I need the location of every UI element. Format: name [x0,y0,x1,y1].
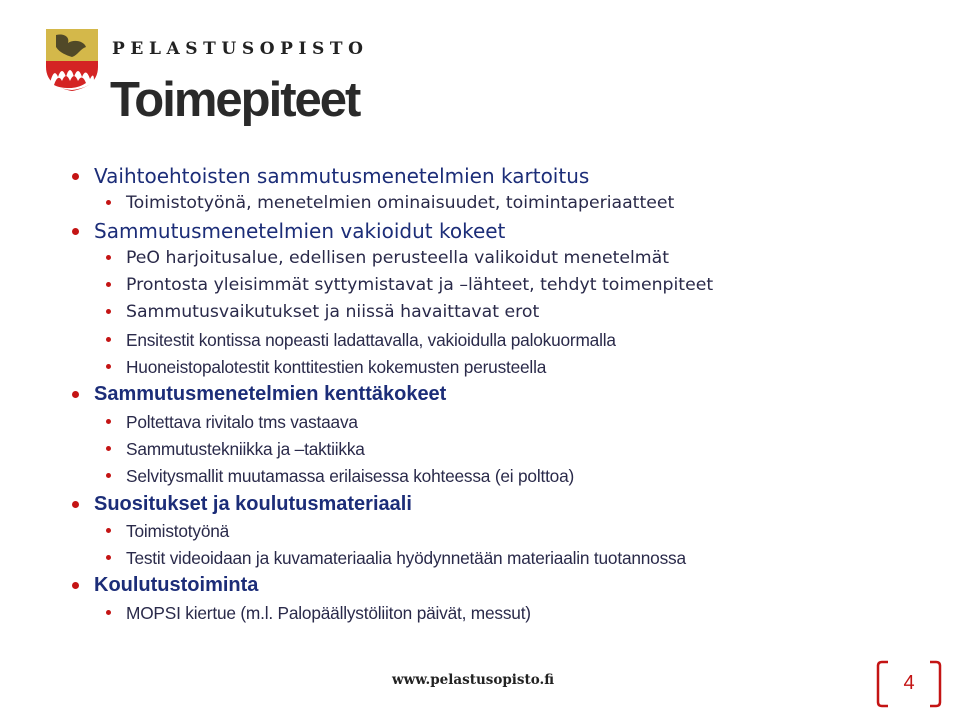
bullet-item-level2: Poltettava rivitalo tms vastaava [70,409,950,436]
bullet-item-level2: Prontosta yleisimmät syttymistavat ja –lähteet, tehdyt toimenpiteet [70,272,950,299]
page-number: 4 [903,672,915,694]
bullet-item-level2: Huoneistopalotestit konttitestien kokemusten perusteella [70,354,950,381]
bullet-item-level2: Sammutusvaikutukset ja niissä havaittavat erot [70,299,950,326]
bullet-list [70,163,950,627]
bullet-item-level2: MOPSI kiertue (m.l. Palopäällystöliiton päivät, messut) [70,600,950,627]
page-number-badge [876,660,942,708]
bullet-item-level1: Sammutusmenetelmien vakioidut kokeet [70,218,950,245]
slide-title: Toimepiteet [110,73,360,127]
bullet-item-level2: PeO harjoitusalue, edellisen perusteella valikoidut menetelmät [70,245,950,272]
bullet-item-level2: Toimistotyönä, menetelmien ominaisuudet, toimintaperiaatteet [70,190,950,217]
bullet-item-level2: Testit videoidaan ja kuvamateriaalia hyödynnetään materiaalin tuotannossa [70,545,950,572]
bullet-item-level2: Ensitestit kontissa nopeasti ladattavalla, vakioidulla palokuormalla [70,327,950,354]
bullet-item-level1: Vaihtoehtoisten sammutusmenetelmien kartoitus [70,163,950,190]
bullet-item-level1: Suositukset ja koulutusmateriaali [70,491,950,518]
pelastusopisto-logo-icon [44,27,100,93]
website-link[interactable]: www.pelastusopisto.fi [392,672,555,688]
bullet-item-level2: Toimistotyönä [70,518,950,545]
bullet-item-level1: Sammutusmenetelmien kenttäkokeet [70,381,950,408]
bullet-item-level2: Selvitysmallit muutamassa erilaisessa kohteessa (ei polttoa) [70,463,950,490]
bullet-item-level1: Koulutustoiminta [70,572,950,599]
bullet-item-level2: Sammutustekniikka ja –taktiikka [70,436,950,463]
brand-name: PELASTUSOPISTO [112,39,369,59]
